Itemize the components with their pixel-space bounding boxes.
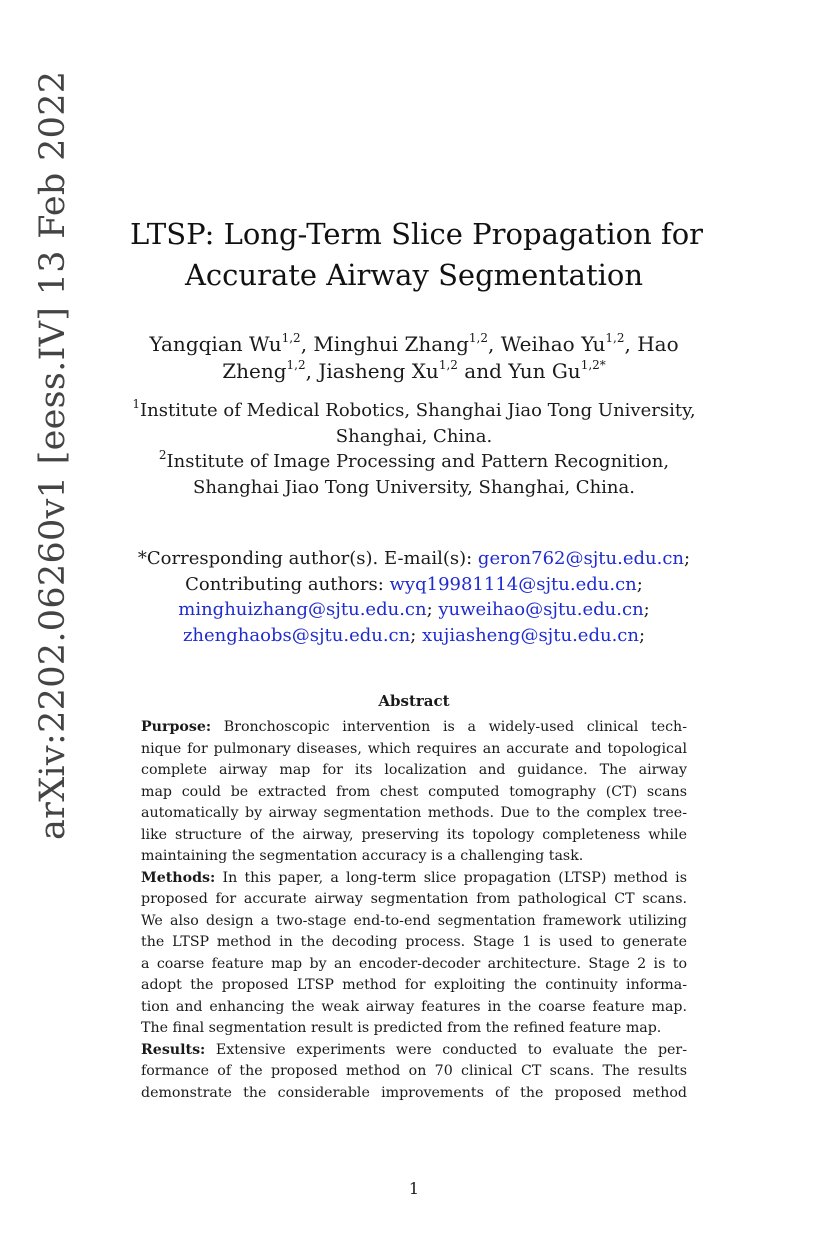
author-line bbox=[130, 358, 698, 385]
affiliations bbox=[130, 398, 698, 500]
abstract-line bbox=[141, 1018, 687, 1040]
abstract-line-text: nique for pulmonary diseases, which requires an accurate and topological bbox=[141, 740, 687, 757]
author-name: Minghui Zhang bbox=[313, 332, 469, 356]
abstract-line bbox=[141, 846, 687, 868]
author-affiliation-marker: 1,2* bbox=[580, 358, 606, 373]
abstract-section-label: Results: bbox=[141, 1041, 206, 1058]
abstract-line bbox=[141, 760, 687, 782]
abstract-section-label: Methods: bbox=[141, 869, 216, 886]
author-name: Yun Gu bbox=[508, 359, 581, 383]
corresponding-prefix: *Corresponding author(s). E-mail(s): bbox=[137, 548, 478, 569]
author-affiliation-marker: 1,2 bbox=[281, 331, 301, 346]
author-name: Weihao Yu bbox=[500, 332, 606, 356]
abstract-line-text: formance of the proposed method on 70 clinical CT scans. The results bbox=[141, 1063, 687, 1079]
abstract-line-text: map could be extracted from chest computed tomography (CT) scans bbox=[141, 783, 687, 800]
arxiv-identifier-stamp: arXiv:2202.06260v1 [eess.IV] 13 Feb 2022 bbox=[33, 70, 73, 840]
abstract-line-text: proposed for accurate airway segmentation from pathological CT scans. bbox=[141, 891, 687, 907]
abstract-line-text: Bronchoscopic intervention is a widely-used clinical tech- bbox=[211, 719, 687, 735]
abstract-heading: Abstract bbox=[378, 692, 450, 710]
contributing-authors-line bbox=[130, 572, 698, 598]
abstract-line-text: demonstrate the considerable improvements of the proposed method bbox=[141, 1084, 687, 1101]
page-number: 1 bbox=[408, 1179, 420, 1198]
abstract-line-text: maintaining the segmentation accuracy is a challenging task. bbox=[141, 848, 584, 864]
abstract-line-text: complete airway map for its localization and guidance. The airway bbox=[141, 762, 687, 778]
abstract-line bbox=[141, 889, 687, 911]
abstract-line bbox=[141, 803, 687, 825]
title-line: Accurate Airway Segmentation bbox=[184, 258, 644, 292]
abstract-line-text: a coarse feature map by an encoder-decoder architecture. Stage 2 is to bbox=[141, 955, 687, 972]
affiliation-marker: 1 bbox=[132, 397, 141, 411]
author-separator: , bbox=[305, 359, 319, 383]
separator: ; bbox=[638, 624, 646, 646]
corresponding-author-line bbox=[130, 546, 698, 572]
author-line bbox=[130, 331, 698, 358]
abstract-line bbox=[141, 782, 687, 804]
abstract-line bbox=[141, 932, 687, 954]
abstract-line-text: We also design a two-stage end-to-end segmentation framework utilizing bbox=[141, 912, 687, 929]
email-line bbox=[130, 597, 698, 623]
author-separator: , bbox=[300, 332, 314, 356]
abstract-line-text: The final segmentation result is predicted from the refined feature map. bbox=[141, 1020, 662, 1036]
abstract-line bbox=[141, 997, 687, 1019]
abstract-line-text: Extensive experiments were conducted to evaluate the per- bbox=[205, 1041, 687, 1058]
abstract-line-text: adopt the proposed LTSP method for exploiting the continuity informa- bbox=[141, 977, 687, 993]
separator: ; bbox=[643, 599, 650, 620]
abstract-line bbox=[141, 1061, 687, 1083]
author-name: Jiasheng Xu bbox=[318, 359, 439, 383]
author-affiliation-marker: 1,2 bbox=[468, 331, 488, 346]
author-affiliation-marker: 1,2 bbox=[286, 358, 306, 373]
separator: ; bbox=[684, 548, 691, 569]
separator: ; bbox=[426, 599, 439, 620]
affiliation-line: Shanghai, China. bbox=[335, 425, 493, 447]
abstract-section-label: Purpose: bbox=[141, 719, 212, 735]
affiliation-marker: 2 bbox=[158, 448, 167, 462]
abstract-line-text: like structure of the airway, preserving its topology completeness while bbox=[141, 826, 687, 843]
email-link[interactable]: yuweihao@sjtu.edu.cn bbox=[438, 599, 644, 620]
author-name: Zheng bbox=[222, 359, 287, 383]
affiliation-line bbox=[130, 398, 698, 424]
author-affiliation-marker: 1,2 bbox=[438, 358, 458, 373]
abstract-line-text: In this paper, a long-term slice propagation (LTSP) method is bbox=[215, 869, 687, 886]
author-affiliation-marker: 1,2 bbox=[605, 331, 625, 346]
email-link[interactable]: zhenghaobs@sjtu.edu.cn bbox=[182, 624, 411, 646]
author-name: Yangqian Wu bbox=[149, 332, 282, 356]
abstract-line bbox=[141, 911, 687, 933]
email-link[interactable]: xujiasheng@sjtu.edu.cn bbox=[422, 624, 639, 646]
author-separator: and bbox=[457, 359, 509, 383]
email-line bbox=[130, 623, 698, 649]
author-separator: , bbox=[487, 332, 501, 356]
abstract-line bbox=[141, 954, 687, 976]
abstract-line-text: tion and enhancing the weak airway features in the coarse feature map. bbox=[141, 998, 687, 1015]
corresponding-email-link[interactable]: geron762@sjtu.edu.cn bbox=[477, 548, 685, 569]
title-line: LTSP: Long-Term Slice Propagation for bbox=[130, 217, 704, 251]
author-list bbox=[130, 331, 698, 385]
abstract-line bbox=[141, 717, 687, 739]
abstract-body bbox=[141, 717, 687, 1104]
abstract-line bbox=[141, 975, 687, 997]
author-separator: , Hao bbox=[624, 332, 679, 356]
abstract-line bbox=[141, 825, 687, 847]
paper-title bbox=[130, 214, 704, 296]
email-link[interactable]: wyq19981114@sjtu.edu.cn bbox=[389, 573, 637, 595]
affiliation-line: Shanghai Jiao Tong University, Shanghai, China. bbox=[193, 476, 635, 498]
separator: ; bbox=[410, 624, 423, 646]
abstract-line-text: the LTSP method in the decoding process. Stage 1 is used to generate bbox=[141, 934, 687, 950]
separator: ; bbox=[636, 573, 643, 595]
contributing-prefix: Contributing authors: bbox=[185, 573, 390, 595]
email-link[interactable]: minghuizhang@sjtu.edu.cn bbox=[178, 599, 427, 620]
affiliation-text: Institute of Medical Robotics, Shanghai Jiao Tong University, bbox=[140, 400, 696, 421]
abstract-line bbox=[141, 868, 687, 890]
abstract-line bbox=[141, 739, 687, 761]
affiliation-line bbox=[130, 449, 698, 475]
abstract-line bbox=[141, 1083, 687, 1105]
affiliation-text: Institute of Image Processing and Pattern Recognition, bbox=[166, 451, 670, 472]
abstract-line-text: automatically by airway segmentation methods. Due to the complex tree- bbox=[141, 805, 687, 821]
abstract-line bbox=[141, 1040, 687, 1062]
contact-emails bbox=[130, 546, 698, 648]
